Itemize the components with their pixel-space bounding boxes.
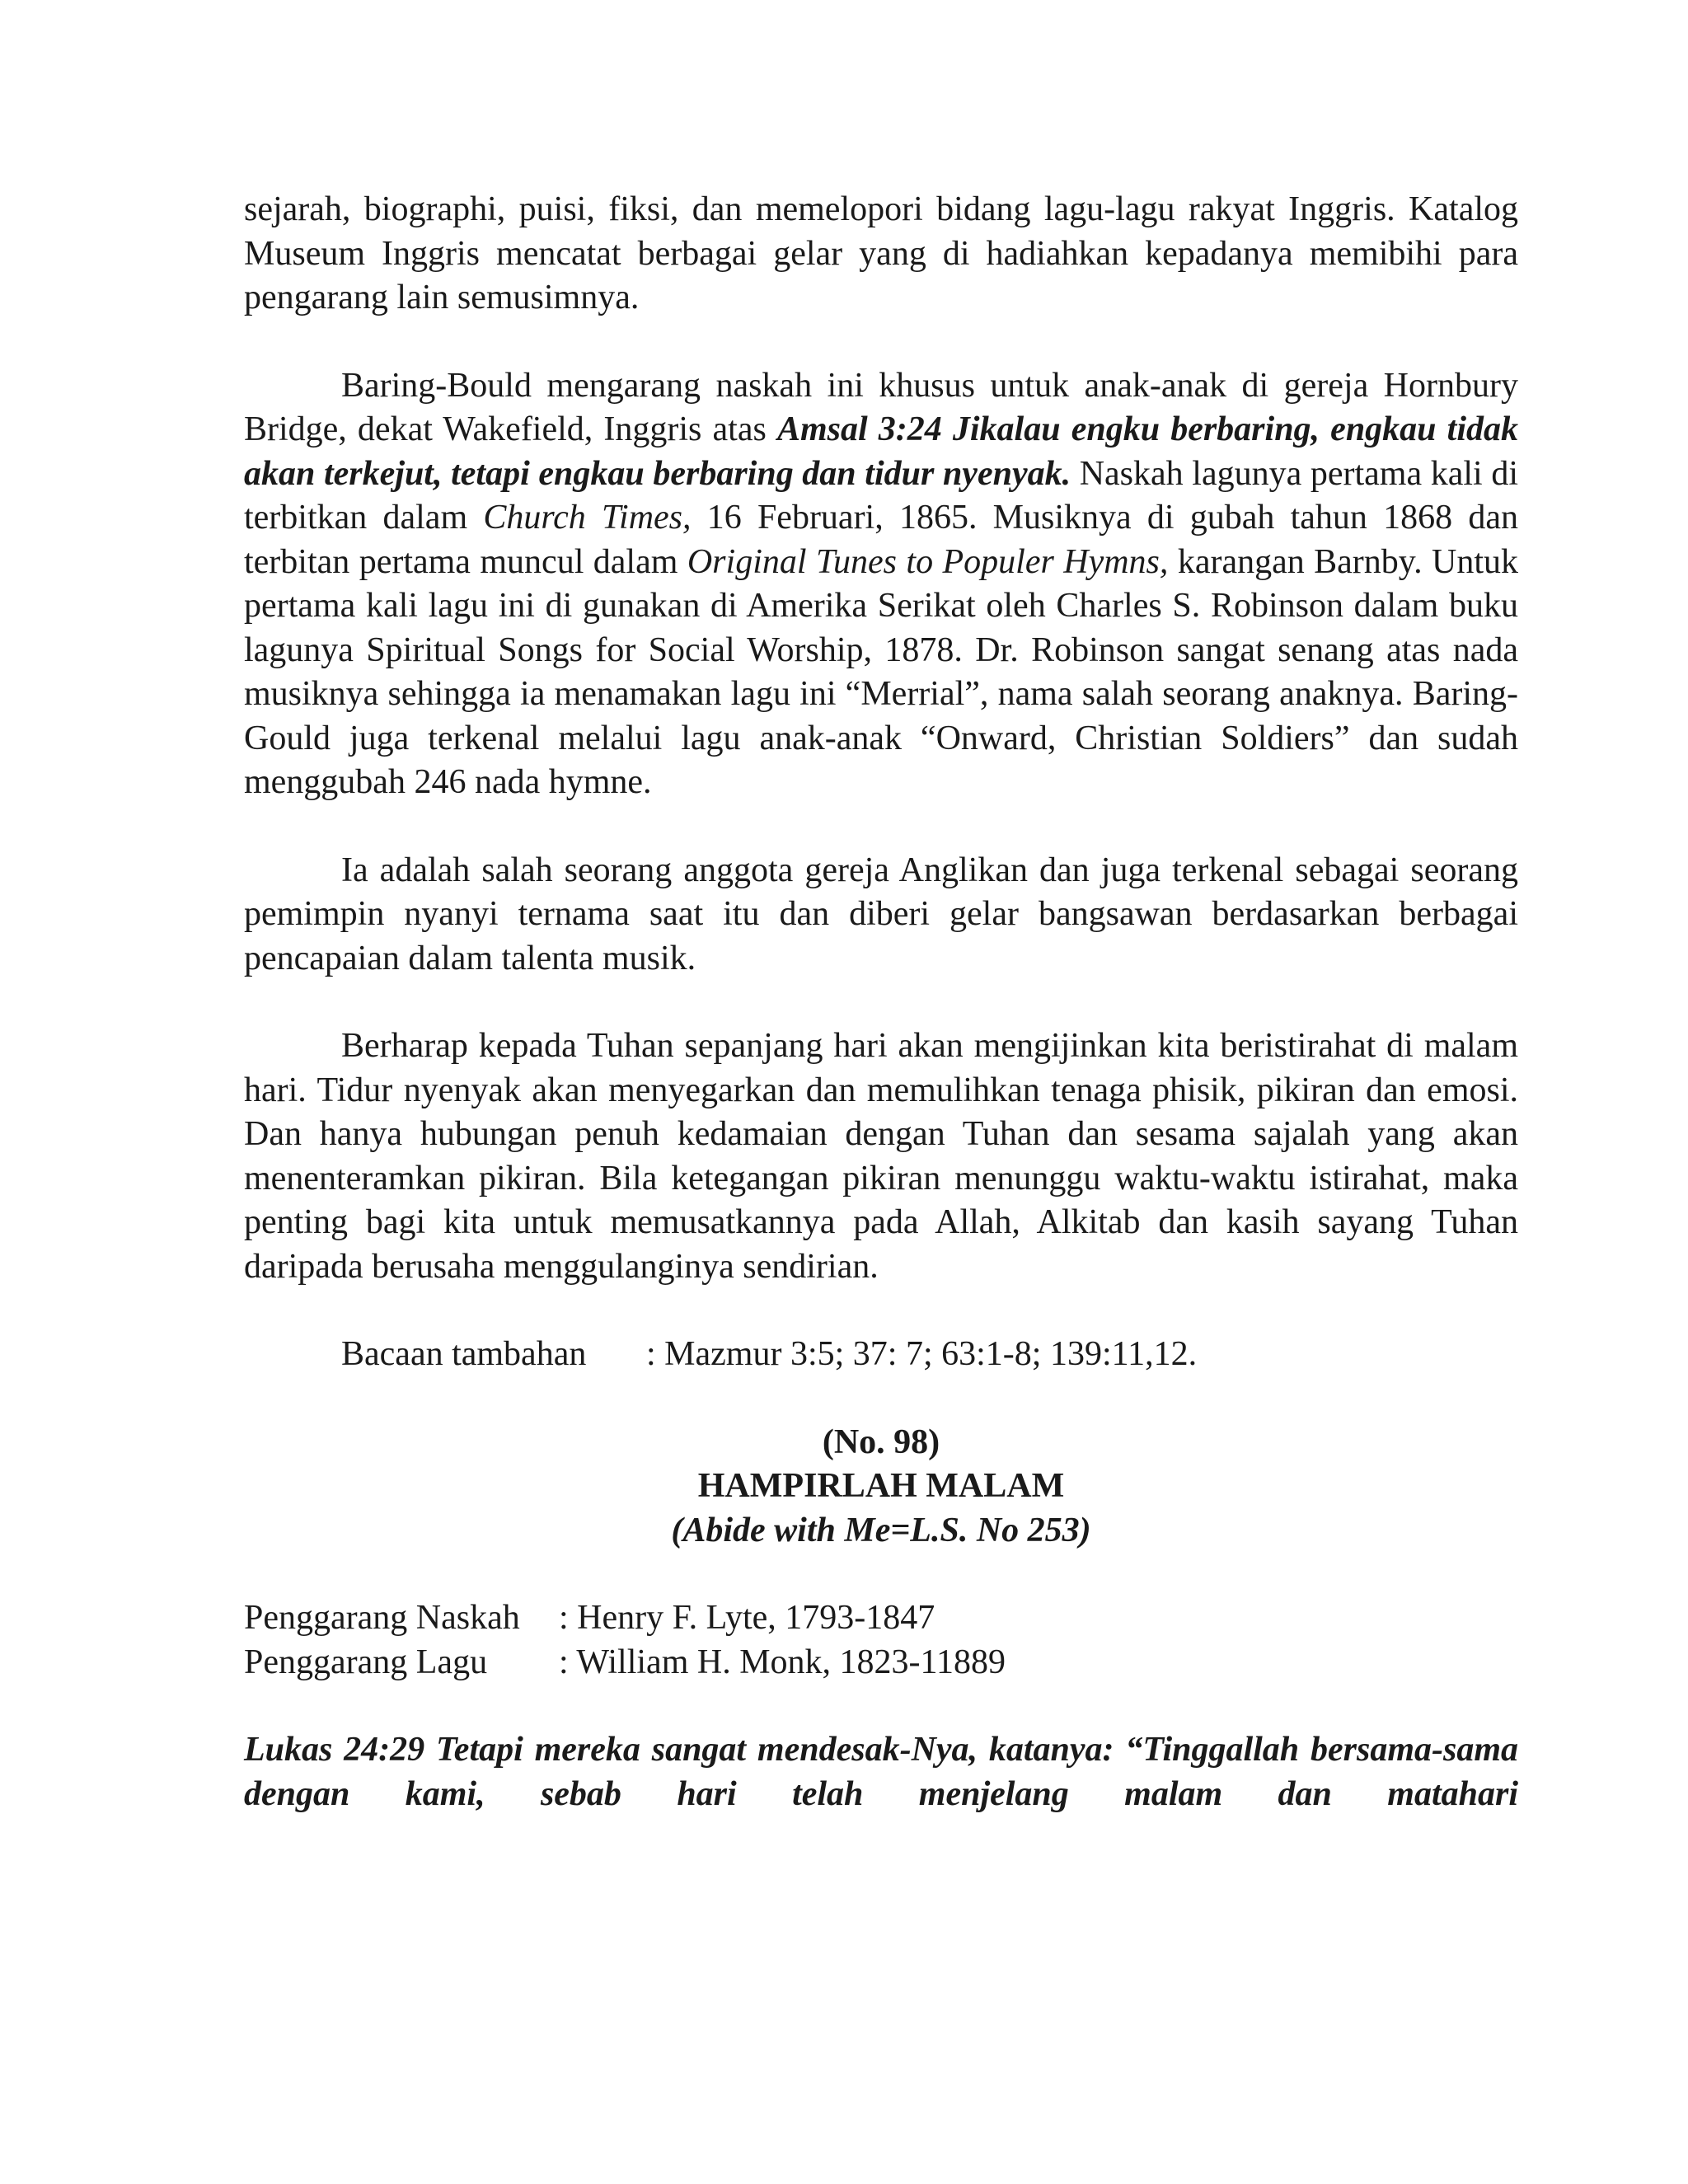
hymn-number: (No. 98) [822,1422,940,1461]
additional-reading-value: : Mazmur 3:5; 37: 7; 63:1-8; 139:11,12. [646,1335,1198,1373]
credit-text-author-value: : Henry F. Lyte, 1793-1847 [559,1599,935,1637]
document-page [244,188,1518,1816]
hymn-title: HAMPIRLAH MALAM [697,1467,1065,1505]
origin-text-4: karangan Barnby. Untuk pertama kali lagu ini di gunakan di Amerika Serikat oleh Charles S. Robinson dalam buku lagunya Spiritual Songs for Social Worship, 1878. Dr. Robinson sangat senang atas nada musiknya sehingga ia menamakan lagu ini “Merrial”, nama salah seorang anaknya. Baring-Gould juga terkenal melalui lagu anak-anak “Onward, Christian Soldiers” dan sudah menggubah 246 nada hymne. [244,542,1518,801]
credit-text-author-label: Penggarang Naskah [244,1599,520,1637]
hymn-heading [244,1421,1518,1554]
luke-verse: Lukas 24:29 Tetapi mereka sangat mendesak-Nya, katanya: “Tinggallah bersama-sama dengan kami, sebab hari telah menjelang malam dan matahari [244,1731,1518,1813]
origin-text-3: 16 Februari, 1865. Musiknya di gubah tahun 1868 dan terbitan pertama muncul dalam [244,499,1518,581]
paragraph-origin [244,364,1518,805]
credit-text-author [244,1596,1518,1641]
paragraph-rest: Berharap kepada Tuhan sepanjang hari akan mengijinkan kita beristirahat di malam hari. Tidur nyenyak akan menyegarkan dan memulihkan tenaga phisik, pikiran dan emosi. Dan hanya hubungan penuh kedamaian dengan Tuhan dan sesama sajalah yang akan menenteramkan pikiran. Bila ketegangan pikiran menunggu waktu-waktu istirahat, maka penting bagi kita untuk memusatkannya pada Allah, Alkitab dan kasih sayang Tuhan daripada berusaha menggulanginya sendirian. [244,1027,1518,1286]
credit-music-author [244,1641,1518,1685]
credit-music-author-label: Penggarang Lagu [244,1643,488,1681]
publication-church-times: Church Times, [483,499,692,537]
hymn-credits [244,1596,1518,1685]
origin-text-2: Naskah lagunya pertama kali di terbitkan dalam [244,454,1518,537]
additional-reading [341,1333,1518,1377]
credit-music-author-value: : William H. Monk, 1823-11889 [559,1643,1006,1681]
paragraph-history: sejarah, biographi, puisi, fiksi, dan memelopori bidang lagu-lagu rakyat Inggris. Katalog Museum Inggris mencatat berbagai gelar yang di hadiahkan kepadanya memibihi para pengarang lain semusimnya. [244,190,1518,316]
publication-original-tunes: Original Tunes to Populer Hymns, [687,542,1169,581]
additional-reading-label: Bacaan tambahan [341,1335,587,1373]
hymn-subtitle: (Abide with Me=L.S. No 253) [671,1511,1091,1549]
proverbs-verse: Amsal 3:24 Jikalau engku berbaring, engkau tidak akan terkejut, tetapi engkau berbaring dan tidur nyenyak. [244,410,1518,493]
paragraph-anglican: Ia adalah salah seorang anggota gereja Anglikan dan juga terkenal sebagai seorang pemimpin nyanyi ternama saat itu dan diberi gelar bangsawan berdasarkan berbagai pencapaian dalam talenta musik. [244,851,1518,977]
origin-text-1: Baring-Bould mengarang naskah ini khusus untuk anak-anak di gereja Hornbury Bridge, dekat Wakefield, Inggris atas [244,366,1518,448]
